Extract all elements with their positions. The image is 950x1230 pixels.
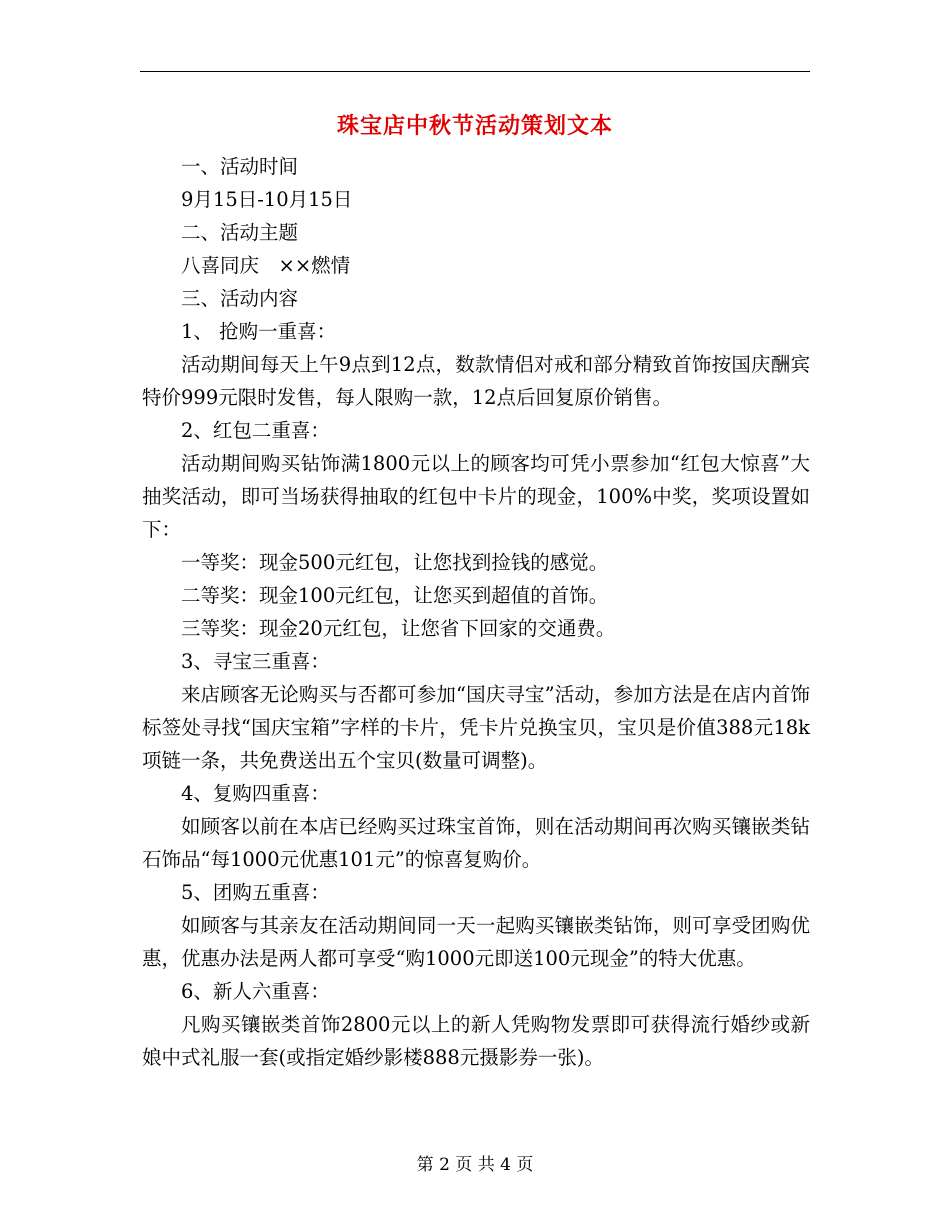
event-dates: 9月15日-10月15日: [181, 188, 353, 211]
prize-first: 一等奖：现金500元红包，让您找到捡钱的感觉。: [181, 551, 609, 574]
item-1-body: 活动期间每天上午9点到12点，数款情侣对戒和部分精致首饰按国庆酬宾特价999元限时发售，每人限购一款，12点后回复原价销售。: [142, 353, 810, 409]
item-2-body: 活动期间购买钻饰满1800元以上的顾客均可凭小票参加“红包大惊喜”大抽奖活动，即可当场获得抽取的红包中卡片的现金，100%中奖，奖项设置如下：: [142, 452, 810, 541]
item-1-heading: 1、 抢购一重喜：: [181, 320, 337, 343]
event-theme: 八喜同庆 ××燃情: [181, 254, 351, 277]
item-4-body: 如顾客以前在本店已经购买过珠宝首饰，则在活动期间再次购买镶嵌类钻石饰品“每1000元优惠101元”的惊喜复购价。: [142, 815, 810, 871]
prize-second: 二等奖：现金100元红包，让您买到超值的首饰。: [181, 584, 609, 607]
item-6-heading: 6、新人六重喜：: [181, 980, 330, 1003]
section-heading-theme: 二、活动主题: [181, 221, 299, 244]
header-rule: [140, 71, 810, 72]
item-3-heading: 3、寻宝三重喜：: [181, 650, 330, 673]
prize-third: 三等奖：现金20元红包，让您省下回家的交通费。: [181, 617, 616, 640]
item-4-heading: 4、复购四重喜：: [181, 782, 330, 805]
document-title: 珠宝店中秋节活动策划文本: [336, 113, 613, 139]
item-5-heading: 5、团购五重喜：: [181, 881, 330, 904]
section-heading-content: 三、活动内容: [181, 287, 299, 310]
item-3-body: 来店顾客无论购买与否都可参加“国庆寻宝”活动，参加方法是在店内首饰标签处寻找“国庆宝箱”字样的卡片，凭卡片兑换宝贝，宝贝是价值388元18k项链一条，共免费送出五个宝贝(数量可调整)。: [142, 683, 810, 772]
page-footer: 第 2 页 共 4 页: [416, 1155, 534, 1175]
item-2-heading: 2、红包二重喜：: [181, 419, 330, 442]
section-heading-time: 一、活动时间: [181, 155, 299, 178]
item-6-body: 凡购买镶嵌类首饰2800元以上的新人凭购物发票即可获得流行婚纱或新娘中式礼服一套(或指定婚纱影楼888元摄影券一张)。: [142, 1013, 810, 1069]
document-body: [142, 150, 810, 1074]
item-5-body: 如顾客与其亲友在活动期间同一天一起购买镶嵌类钻饰，则可享受团购优惠，优惠办法是两人都可享受“购1000元即送100元现金”的特大优惠。: [142, 914, 810, 970]
